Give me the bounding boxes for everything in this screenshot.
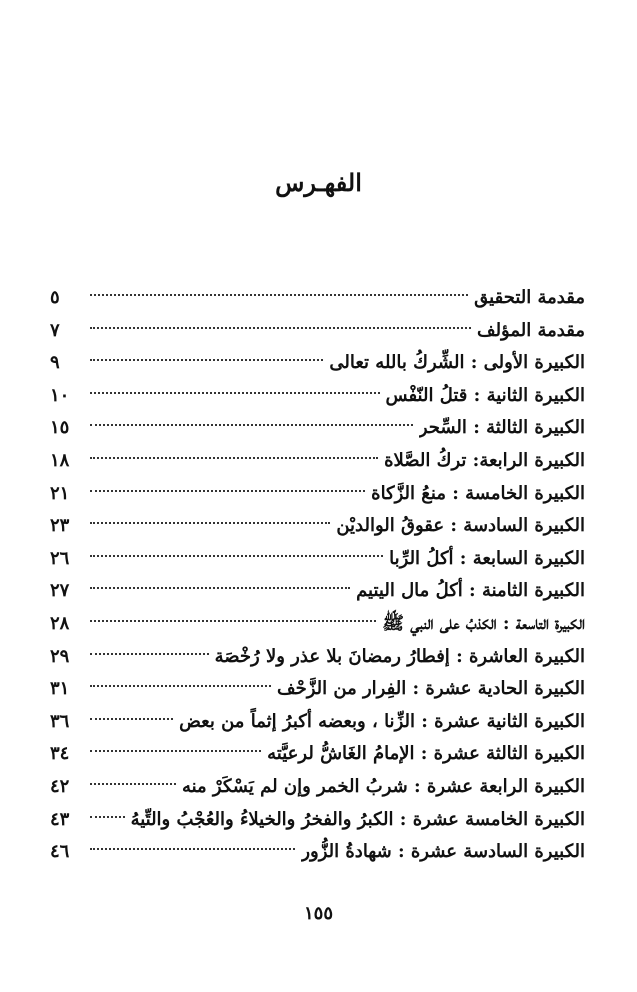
toc-entry [50,380,585,413]
page-number-footer: ١٥٥ [303,903,333,924]
dot-leader [90,392,380,394]
toc-entry-label: الكبيرة الثانية عشرة : الزِّنا ، وبعضه أكبرُ إثماً من بعض [179,710,585,732]
dot-leader [90,750,261,752]
toc-entry-label: الكبيرة الرابعة عشرة : شربُ الخمر وإن لم يَسْكَرْ منه [181,775,585,797]
toc-page-number: ٤٦ [50,841,70,863]
dot-leader [90,424,413,426]
toc-entry-label: الكبيرة الأولى : الشِّركُ بالله تعالى [329,352,585,374]
toc-entry-label: مقدمة التحقيق [474,287,585,308]
toc-entry [50,510,585,543]
toc-entry [50,282,585,315]
toc-entry [50,608,585,641]
toc-entry-label: الكبيرة الخامسة : منعُ الزَّكاة [371,482,585,504]
toc-page-number: ٧ [50,319,60,341]
toc-page-number: ٤٣ [50,808,70,830]
toc-entry [50,641,585,674]
toc-entry-label: مقدمة المؤلف [476,319,585,341]
toc-page-number: ١٥ [50,417,70,439]
toc-entry-label: الكبيرة السابعة : أكلُ الرِّبا [389,547,585,569]
dot-leader [90,718,173,720]
toc-page-number: ٢٣ [50,515,70,537]
toc-entry-label: الكبيرة الرابعة: تركُ الصَّلاة [384,449,585,471]
toc-entry-label: الكبيرة الثانية : قتلُ النّفْس [385,384,585,406]
dot-leader [90,587,350,589]
toc-page-number: ٩ [50,352,60,374]
dot-leader [90,327,471,329]
toc-entry-label: الكبيرة السادسة عشرة : شهادةُ الزُّور [301,841,585,863]
dot-leader [90,620,376,622]
toc-page-number: ١٨ [50,449,70,471]
toc-entry-label: الكبيرة التاسعة : الكذبُ على النبي ﷺ [382,612,585,634]
toc-entry [50,738,585,771]
toc-page-number: ٢٩ [50,645,70,667]
toc-page-number: ٢١ [50,482,70,504]
toc-page-number: ٣١ [50,678,70,700]
toc-entry-label: الكبيرة السادسة : عقوقُ الوالديْن [336,515,585,537]
dot-leader [90,555,383,557]
toc-entry [50,673,585,706]
dot-leader [90,653,209,655]
table-of-contents [50,282,585,869]
toc-entry [50,445,585,478]
toc-entry [50,836,585,869]
toc-page-number: ٤٢ [50,775,70,797]
toc-page-number: ٣٤ [50,743,70,765]
dot-leader [90,457,378,459]
toc-entry [50,315,585,348]
toc-entry-label: الكبيرة الحادية عشرة : الفِرار من الزَّحْف [276,678,585,700]
toc-entry [50,575,585,608]
dot-leader [90,685,271,687]
dot-leader [90,522,330,524]
toc-entry [50,804,585,837]
toc-entry-label: الكبيرة الخامسة عشرة : الكبرُ والفخرُ والخيلاءُ والعُجْبُ والتِّيهُ [130,808,585,830]
dot-leader [90,294,468,296]
toc-entry [50,412,585,445]
toc-entry-label: الكبيرة الثالثة : السِّحر [418,417,585,439]
toc-page-number: ٢٦ [50,547,70,569]
toc-entry [50,543,585,576]
toc-entry [50,706,585,739]
toc-page-number: ٥ [50,287,60,308]
toc-entry [50,771,585,804]
dot-leader [90,359,323,361]
toc-entry-label: الكبيرة الثالثة عشرة : الإمامُ الغَاشُّ لرعيَّته [267,743,585,765]
dot-leader [90,490,365,492]
toc-entry [50,478,585,511]
dot-leader [90,816,125,818]
toc-entry [50,347,585,380]
dot-leader [90,848,295,850]
toc-entry-label: الكبيرة العاشرة : إفطارُ رمضانَ بلا عذر ولا رُخْصَة [214,645,585,667]
toc-page-number: ٣٦ [50,710,70,732]
dot-leader [90,783,176,785]
toc-page-number: ١٠ [50,384,70,406]
toc-page-number: ٢٨ [50,612,70,634]
index-title: الفهـرس [275,168,362,197]
toc-page-number: ٢٧ [50,580,70,602]
toc-entry-label: الكبيرة الثامنة : أكلُ مال اليتيم [356,580,585,602]
